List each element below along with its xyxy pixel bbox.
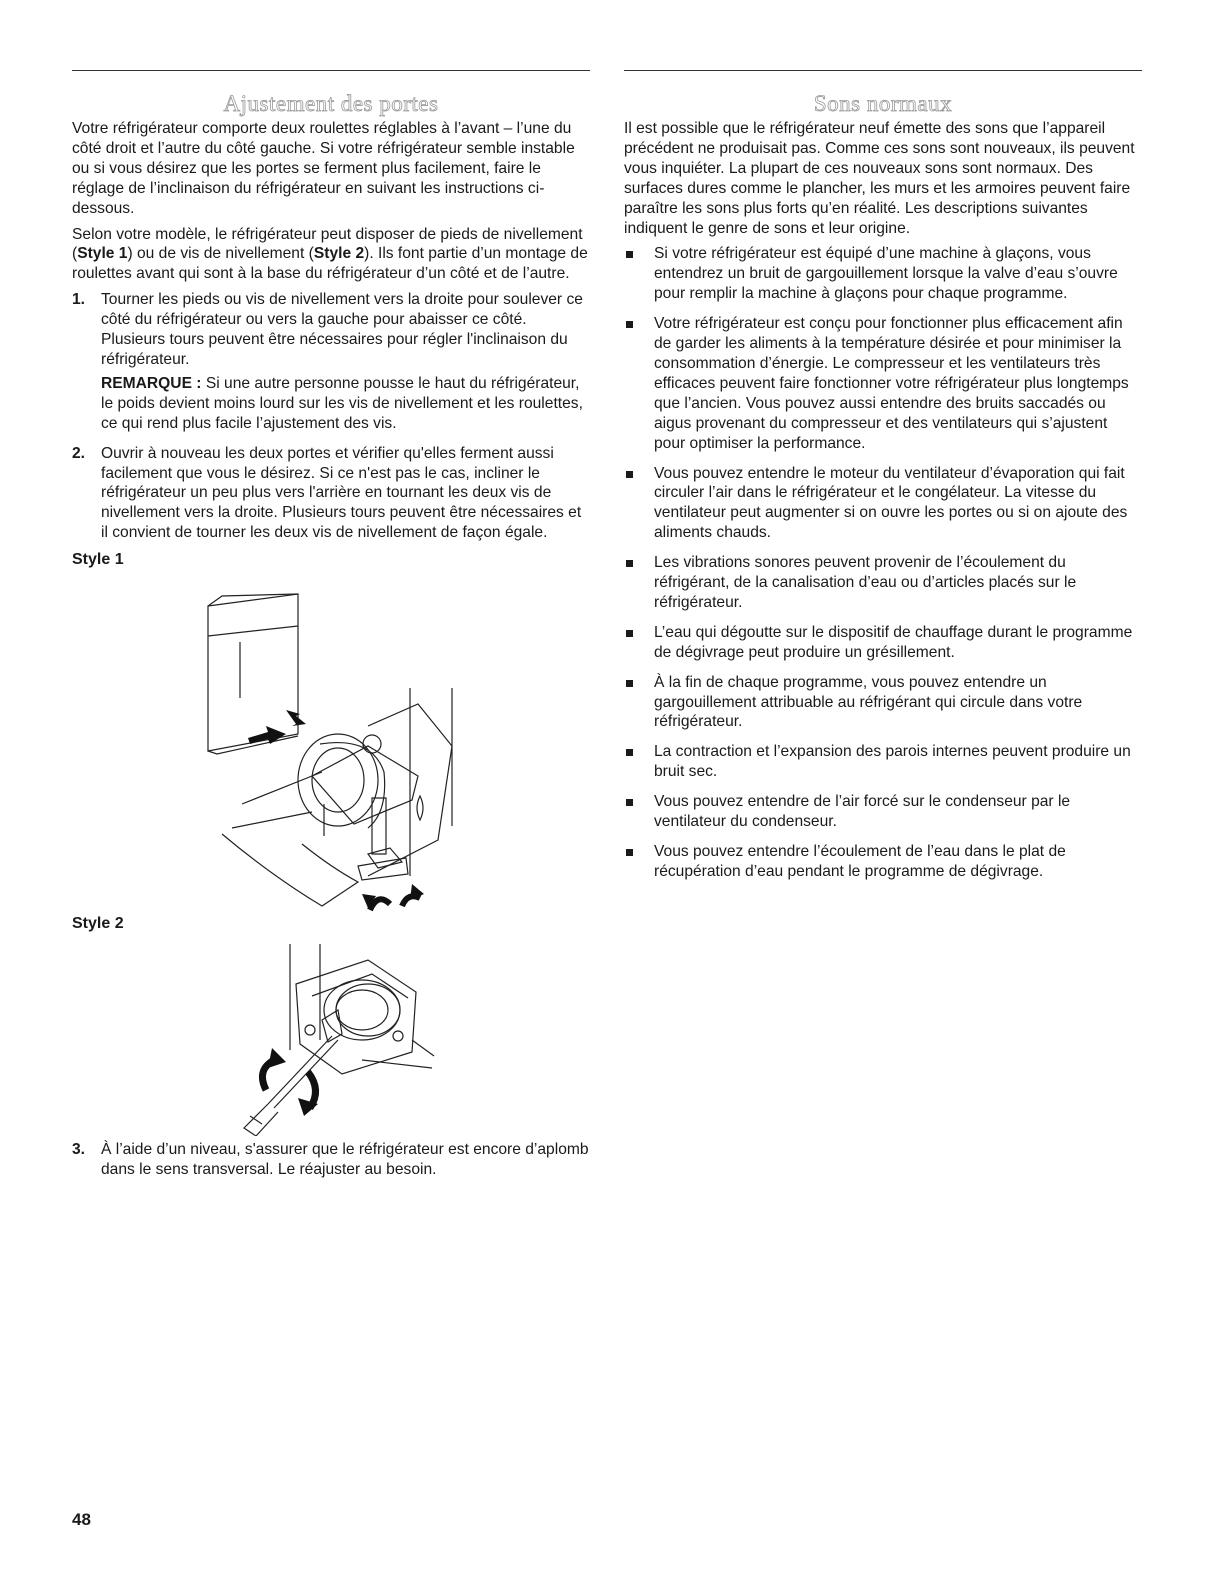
bullet-square-icon (626, 849, 633, 856)
step-item (72, 290, 590, 433)
bullet-square-icon (626, 799, 633, 806)
style1-leveling-leg-illustration (72, 576, 590, 916)
sounds-intro-paragraph: Il est possible que le réfrigérateur neuf émette des sons que l’appareil précédent ne produisait pas. Comme ces sons sont nouveaux, ils peuvent vous inquiéter. La plupart de ces nouveaux sons sont normaux. Des surfaces dures comme le plancher, les murs et les armoires peuvent faire paraître les sons plus forts qu’en réalité. Les descriptions suivantes indiquent le genre de sons et leur origine. (624, 120, 1135, 237)
section-title-normal-sounds: Sons normaux (813, 91, 953, 116)
section-rule (72, 70, 590, 71)
remark-label: REMARQUE : (101, 374, 202, 392)
intro2-style1: Style 1 (77, 245, 128, 263)
remark-note (101, 374, 590, 434)
intro-paragraph-2 (72, 225, 590, 285)
left-column (72, 70, 590, 1187)
list-item (624, 553, 1142, 613)
step-text: À l’aide d’un niveau, s'assurer que le réfrigérateur est encore d’aplomb dans le sens transversal. Le réajuster au besoin. (101, 1141, 589, 1179)
bullet-text: Vous pouvez entendre l’écoulement de l’eau dans le plat de récupération d’eau pendant le programme de dégivrage. (654, 843, 1066, 880)
bullet-text: Vous pouvez entendre le moteur du ventilateur d’évaporation qui fait circuler l’air dans le réfrigérateur et le congélateur. La vitesse du ventilateur peut augmenter si on ouvre les portes ou si on ajoute des aliments chauds. (654, 464, 1128, 542)
steps-list-continued (72, 1140, 590, 1180)
list-item (624, 742, 1142, 782)
list-item (624, 623, 1142, 663)
bullet-square-icon (626, 560, 633, 567)
list-item (624, 464, 1142, 544)
bullet-square-icon (626, 321, 633, 328)
step-text: Tourner les pieds ou vis de nivellement vers la droite pour soulever ce côté du réfrigérateur ou vers la gauche pour abaisser ce côté. Plusieurs tours peuvent être nécessaires pour régler l'inclinaison du réfrigérateur. (101, 291, 583, 368)
step-item (72, 1140, 590, 1180)
style2-label: Style 2 (72, 915, 124, 933)
bullet-square-icon (626, 630, 633, 637)
bullet-text: Les vibrations sonores peuvent provenir de l’écoulement du réfrigérant, de la canalisation d’eau ou d’articles placés sur le réfrigérateur. (654, 554, 1077, 611)
bullet-text: L’eau qui dégoutte sur le dispositif de chauffage durant le programme de dégivrage peut produire un grésillement. (654, 623, 1133, 661)
bullet-text: Si votre réfrigérateur est équipé d’une machine à glaçons, vous entendrez un bruit de gargouillement lorsque la valve d’eau s’ouvre pour remplir la machine à glaçons pour chaque programme. (654, 245, 1118, 303)
step-text: Ouvrir à nouveau les deux portes et vérifier qu'elles ferment aussi facilement que vous le désirez. Si ce n'est pas le cas, incliner le réfrigérateur un peu plus vers l'arrière en tournant les deux vis de nivellement vers la droite. Plusieurs tours peuvent être nécessaires et il convient de tourner les deux vis de nivellement de façon égale. (101, 444, 582, 542)
bullet-text: Votre réfrigérateur est conçu pour fonctionner plus efficacement afin de garder les aliments à la température désirée et pour minimiser la consommation d’énergie. Le compresseur et les ventilateurs très efficaces peuvent faire fonctionner votre réfrigérateur plus longtemps que l’ancien. Vous pouvez aussi entendre des bruits saccadés ou aigus provenant du compresseur et des ventilateurs qui s’ajustent pour optimiser la performance. (654, 315, 1129, 452)
sounds-bullet-list (624, 244, 1142, 881)
section-title-door-adjustment: Ajustement des portes (223, 91, 439, 116)
step-number: 2. (72, 444, 86, 462)
bullet-square-icon (626, 251, 633, 258)
remark-text: Si une autre personne pousse le haut du réfrigérateur, le poids devient moins lourd sur les vis de nivellement et les roulettes, ce qui rend plus facile l’ajustement des vis. (101, 374, 583, 432)
list-item (624, 244, 1142, 304)
step-item (72, 444, 590, 544)
intro2-part-b: ) ou de vis de nivellement ( (127, 245, 314, 263)
steps-list (72, 290, 590, 543)
list-item (624, 314, 1142, 453)
step-number: 1. (72, 291, 86, 309)
list-item (624, 673, 1142, 733)
intro2-style2: Style 2 (313, 245, 365, 263)
right-column (624, 70, 1142, 892)
bullet-text: À la fin de chaque programme, vous pouvez entendre un gargouillement attribuable au réfrigérant qui circule dans votre réfrigérateur. (654, 673, 1083, 731)
step-number: 3. (72, 1141, 86, 1159)
bullet-square-icon (626, 680, 633, 687)
style1-label: Style 1 (72, 551, 124, 569)
intro-paragraph-1: Votre réfrigérateur comporte deux roulettes réglables à l’avant – l’une du côté droit et l’autre du côté gauche. Si votre réfrigérateur semble instable ou si vous désirez que les portes se ferment plus facilement, faire le réglage de l’inclinaison du réfrigérateur en suivant les instructions ci-dessous. (72, 120, 575, 217)
intro2-part-c: ). Ils font partie d’un montage de roulettes avant qui sont à la base du réfrigérateur d’un côté et de l’autre. (72, 245, 588, 283)
list-item (624, 792, 1142, 832)
bullet-square-icon (626, 749, 633, 756)
style2-leveling-screw-illustration (72, 940, 590, 1136)
list-item (624, 842, 1142, 882)
bullet-text: Vous pouvez entendre de l’air forcé sur le condenseur par le ventilateur du condenseur. (654, 793, 1071, 831)
page-number: 48 (72, 1510, 91, 1529)
bullet-square-icon (626, 471, 633, 478)
section-rule (624, 70, 1142, 71)
bullet-text: La contraction et l’expansion des parois internes peuvent produire un bruit sec. (654, 743, 1131, 781)
intro2-part-a: Selon votre modèle, le réfrigérateur peut disposer de pieds de nivellement ( (72, 225, 583, 263)
